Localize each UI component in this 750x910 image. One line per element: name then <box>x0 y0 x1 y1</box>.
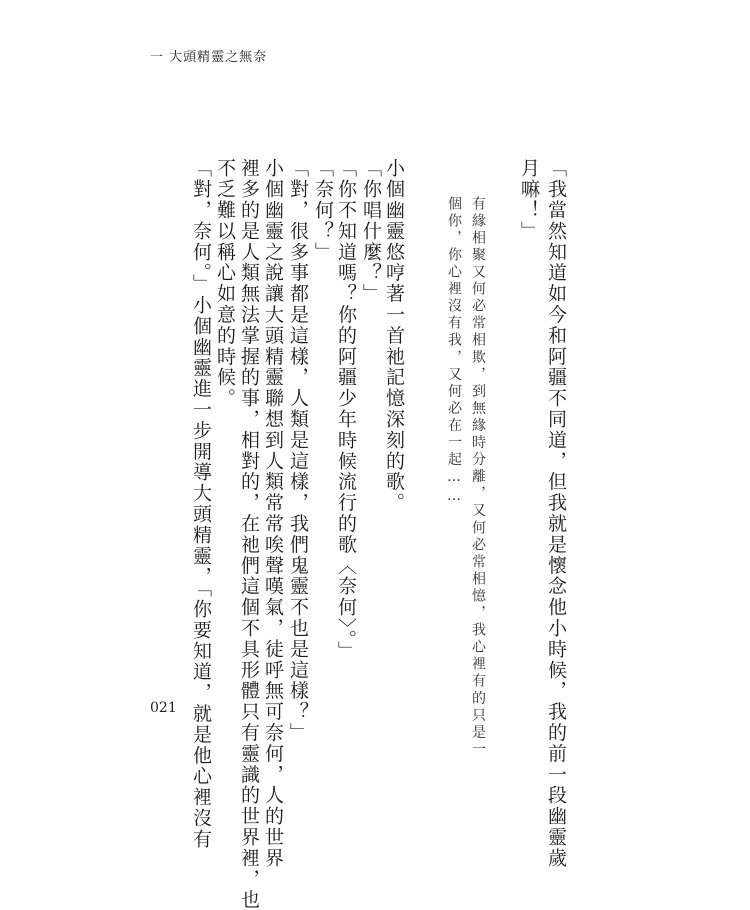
text-column-1: 「我當然知道如今和阿疆不同道，但我就是懷念他小時候，我的前一段幽靈歲 <box>545 158 567 869</box>
text-column-12: 不乏難以稱心如意的時候。 <box>214 158 236 409</box>
text-column-13: 「對，奈何。」小個幽靈進一步開導大頭精靈，「你要知道，就是他心裡沒有 <box>190 158 212 850</box>
text-column-9: 「對，很多事都是這樣，人類是這樣，我們鬼靈不也是這樣？」 <box>287 158 309 744</box>
text-column-10: 小個幽靈之說讓大頭精靈聯想到人類常常唉聲嘆氣，徒呼無可奈何，人的世界 <box>262 158 284 869</box>
text-column-2: 月嘛！」 <box>518 158 540 242</box>
text-column-7: 「你不知道嗎？你的阿疆少年時候流行的歌〈奈何〉。」 <box>335 158 357 662</box>
song-lyric-line-1: 有緣相聚又何必常相欺，到無緣時分離，又何必常相憶，我心裡有的只是一 <box>470 196 486 759</box>
running-header: 一 大頭精靈之無奈 <box>150 50 268 65</box>
text-column-11: 裡多的是人類無法掌握的事，相對的，在祂們這個不具形體只有靈識的世界裡，也 <box>238 158 260 910</box>
text-column-5: 小個幽靈悠哼著一首祂記憶深刻的歌。 <box>383 158 405 514</box>
text-column-6: 「你唱什麼？」 <box>360 158 382 305</box>
text-column-8: 「奈何？」 <box>312 158 334 263</box>
page-number: 021 <box>150 700 177 716</box>
song-lyric-line-2: 個你，你心裡沒有我，又何必在一起…… <box>446 196 462 507</box>
